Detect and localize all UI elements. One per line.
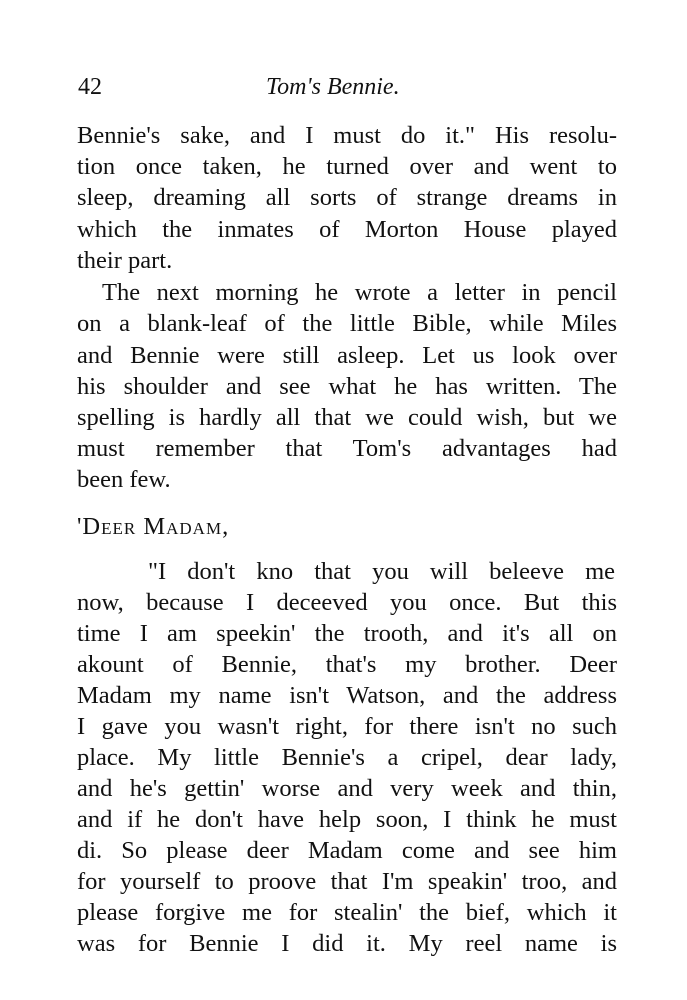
page-header <box>78 74 618 108</box>
text-line: now, because I deceeved you once. But this <box>77 589 617 616</box>
text-line: akount of Bennie, that's my brother. Deer <box>77 651 617 678</box>
text-line: on a blank-leaf of the little Bible, while Miles <box>77 310 617 337</box>
text-line: di. So please deer Madam come and see him <box>77 837 617 864</box>
text-line: place. My little Bennie's a cripel, dear lady, <box>77 744 617 771</box>
text-line: which the inmates of Morton House played <box>77 216 617 243</box>
text-line: Bennie's sake, and I must do it." His resolu- <box>77 122 617 149</box>
text-line: please forgive me for stealin' the bief, which it <box>77 899 617 926</box>
letter-salutation: 'Deer Madam, <box>77 513 230 540</box>
text-line: was for Bennie I did it. My reel name is <box>77 930 617 957</box>
text-line: must remember that Tom's advantages had <box>77 435 617 462</box>
text-line: time I am speekin' the trooth, and it's all on <box>77 620 617 647</box>
text-line: spelling is hardly all that we could wish, but we <box>77 404 617 431</box>
running-title: Tom's Bennie. <box>266 74 400 100</box>
text-line: and Bennie were still asleep. Let us look over <box>77 342 617 369</box>
text-line: been few. <box>77 466 171 493</box>
text-line: "I don't kno that you will beleeve me <box>148 558 615 585</box>
text-line: their part. <box>77 247 173 274</box>
text-line: Madam my name isn't Watson, and the address <box>77 682 617 709</box>
text-line: The next morning he wrote a letter in pencil <box>102 279 617 306</box>
text-line: I gave you wasn't right, for there isn't no such <box>77 713 617 740</box>
text-line: and if he don't have help soon, I think he must <box>77 806 617 833</box>
text-line: for yourself to proove that I'm speakin' troo, and <box>77 868 617 895</box>
text-line: tion once taken, he turned over and went to <box>77 153 617 180</box>
text-line: and he's gettin' worse and very week and thin, <box>77 775 617 802</box>
page-number: 42 <box>78 74 102 100</box>
text-line: his shoulder and see what he has written. The <box>77 373 617 400</box>
text-line: sleep, dreaming all sorts of strange dreams in <box>77 184 617 211</box>
